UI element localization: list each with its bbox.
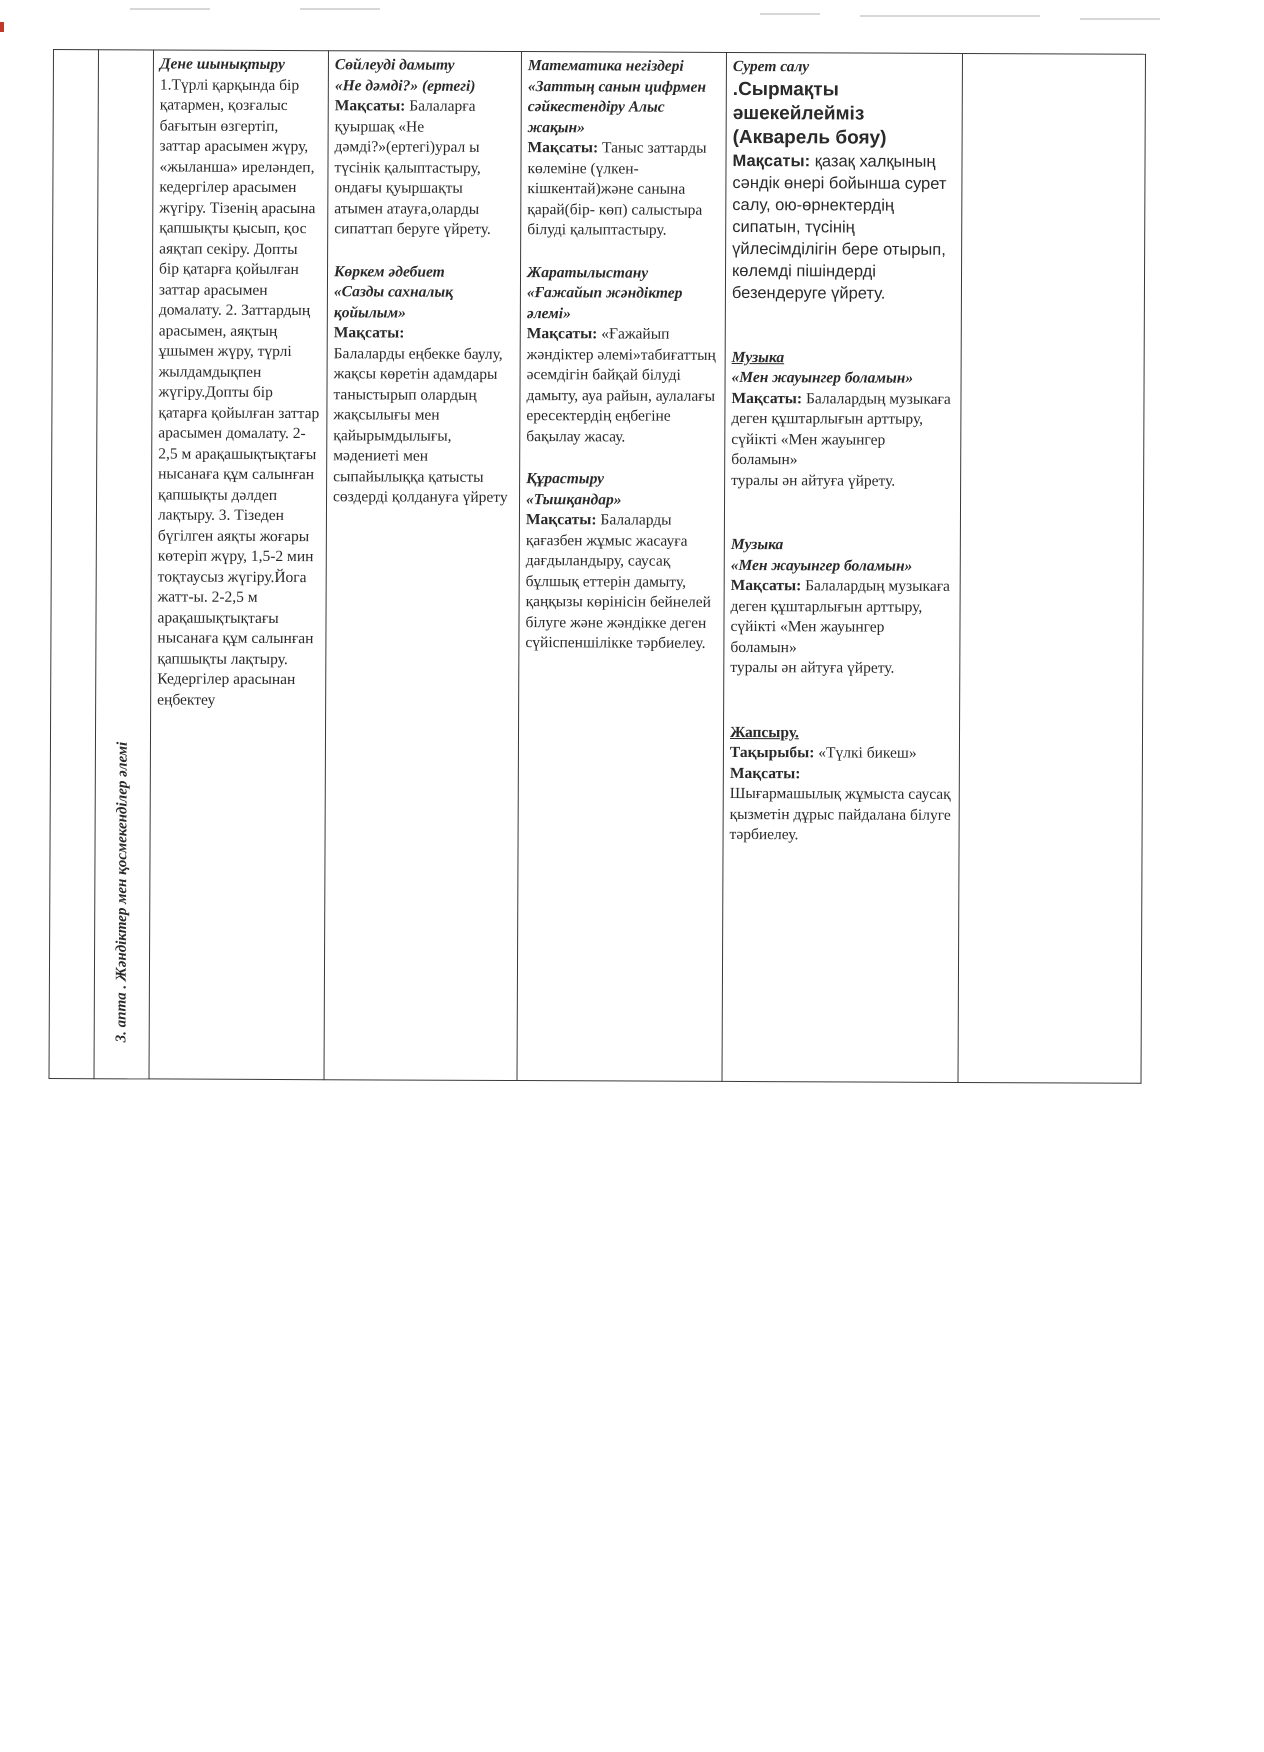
goal-text: «Ғажайып жәндіктер әлемі»табиғаттың әсемдігін байқай білуді дамыту, ауа райын, аулалағы ересектердің еңбегіне бақылау жасау. [526, 325, 716, 446]
pe-text: 1.Түрлі қарқында бір қатармен, қозғалыс бағытын өзгертіп, заттар арасымен жүру, «жыланша» иреләндеп, кедергілер арасымен жүгіру. Тізенің арасына қапшықты қысып, қос аяқтап секіру. Допты бір қатарға қойылған заттар арасымен домалату. 2. Заттардың арасымен, аяқтың ұшымен жүру, түрлі жылдамдықпен жүгіру.Допты бір қатарға қойылған заттар арасымен домалату. 2-2,5 м арақашықтықтағы нысанаға құм салынған қапшықты дәлдеп лақтыру. 3. Тізеден бүгілген аяқты жоғары көтеріп жүру, 1,5-2 мин тоқтаусыз жүгіру.Йога жатт-ы. 2-2,5 м арақашықтықтағы нысанаға құм салынған қапшықты лақтыру. Кедергілер арасынан еңбектеу [157, 75, 320, 709]
topic-title: «Тышқандар» [526, 490, 622, 508]
topic-title: «Мен жауынгер боламын» [730, 556, 913, 575]
theme-label: Тақырыбы: [729, 743, 815, 762]
goal-label: Мақсаты: [730, 576, 802, 595]
weekly-plan-table [49, 49, 1146, 1084]
scan-mark [0, 22, 4, 32]
topic-title: «Сазды сахналық қойылым» [333, 283, 453, 322]
goal-text: Шығармашылық жұмыста саусақ қызметін дұрыс пайдалана білуге тәрбиелеу. [729, 784, 951, 844]
subject-title: Сөйлеуді дамыту [334, 56, 455, 74]
goal-label: Мақсаты: [527, 139, 599, 157]
goal-text: Балаларға қуыршақ «Не дәмді?»(ертегі)урал ы түсінік қалыптастыру, ондағы қуыршақты атымен атауға,оларды сипаттап беруге үйрету. [334, 97, 491, 238]
subject-title: Көркем әдебиет [333, 262, 445, 281]
week-label: 3. апта . Жәндіктер мен қосмекенділер әлемі [113, 741, 131, 1042]
topic-title: «Ғажайып жәндіктер әлемі» [526, 284, 683, 322]
pe-cell [149, 50, 328, 1080]
goal-text: қазақ халқының сәндік өнері бойынша сурет салу, ою-өрнектердің сипатын, түсінің үйлесімділігін бере отырып, көлемді пішіндерді безендеруге үйрету. [731, 151, 947, 303]
goal-label: Мақсаты: [729, 764, 801, 782]
goal-label: Мақсаты: [526, 325, 598, 343]
scan-artifact [300, 8, 380, 10]
goal-text: Балаларды қағазбен жұмыс жасауға дағдыландыру, саусақ бұлшық еттерін дамыту, қаңқызы көрінісін бейнелей білуге және жәндікке деген сүйіспеншілікке тәрбиелеу. [525, 511, 711, 652]
topic-title: «Не дәмді?» (ертегі) [334, 76, 476, 95]
goal-text: туралы ән айтуға үйрету. [730, 658, 895, 677]
table-row [49, 50, 1145, 1084]
goal-text: Балаларды еңбекке баулу, жақсы көретін адамдары таныстырып олардың жақсылығы мен қайырымдылығы, мәдениеті мен сыпайылыққа қатысты сөздерді қолдануға үйрету [333, 344, 508, 506]
goal-label: Мақсаты: [731, 389, 803, 407]
subject-title: Құрастыру [526, 470, 605, 488]
scan-artifact [760, 13, 820, 15]
art-cell [722, 52, 962, 1082]
scan-artifact [130, 8, 210, 10]
subject-title: Жапсыру. [729, 723, 799, 741]
speech-cell [324, 51, 521, 1081]
goal-label: Мақсаты: [525, 511, 597, 529]
subject-title: Математика негіздері [527, 57, 684, 75]
goal-text: Балалардың музыкаға деген құштарлығын арттыру, сүйікті «Мен жауынгер боламын» [730, 577, 950, 656]
subject-title: Дене шынықтыру [159, 55, 285, 74]
scan-artifact [860, 15, 1040, 17]
subject-title: Музыка [731, 348, 785, 366]
topic-title: .Сырмақты әшекейлейміз (Акварель бояу) [732, 78, 887, 149]
theme-text: «Түлкі бикеш» [818, 744, 917, 762]
goal-label: Мақсаты: [334, 97, 406, 115]
week-cell [94, 50, 153, 1079]
goal-text: Балалардың музыкаға деген құштарлығын арттыру, сүйікті «Мен жауынгер боламын» [731, 389, 951, 469]
goal-label: Мақсаты: [732, 151, 811, 170]
empty-cell [49, 50, 98, 1079]
subject-title: Жаратылыстану [526, 263, 649, 282]
goal-text: туралы ән айтуға үйрету. [731, 471, 896, 490]
subject-title: Музыка [730, 535, 784, 554]
math-cell [517, 52, 726, 1082]
goal-text: Таныс заттарды көлеміне (үлкен-кішкентай)және санына қарай(бір- көп) салыстыра білуді қалыптастыру. [527, 139, 707, 239]
topic-title: «Мен жауынгер боламын» [731, 368, 914, 387]
topic-title: «Заттың санын цифрмен сәйкестендіру Алыс жақын» [527, 77, 707, 136]
scan-artifact [1080, 18, 1160, 20]
goal-label: Мақсаты: [333, 324, 405, 342]
empty-cell [958, 53, 1145, 1083]
subject-title: Сурет салу [732, 57, 810, 76]
